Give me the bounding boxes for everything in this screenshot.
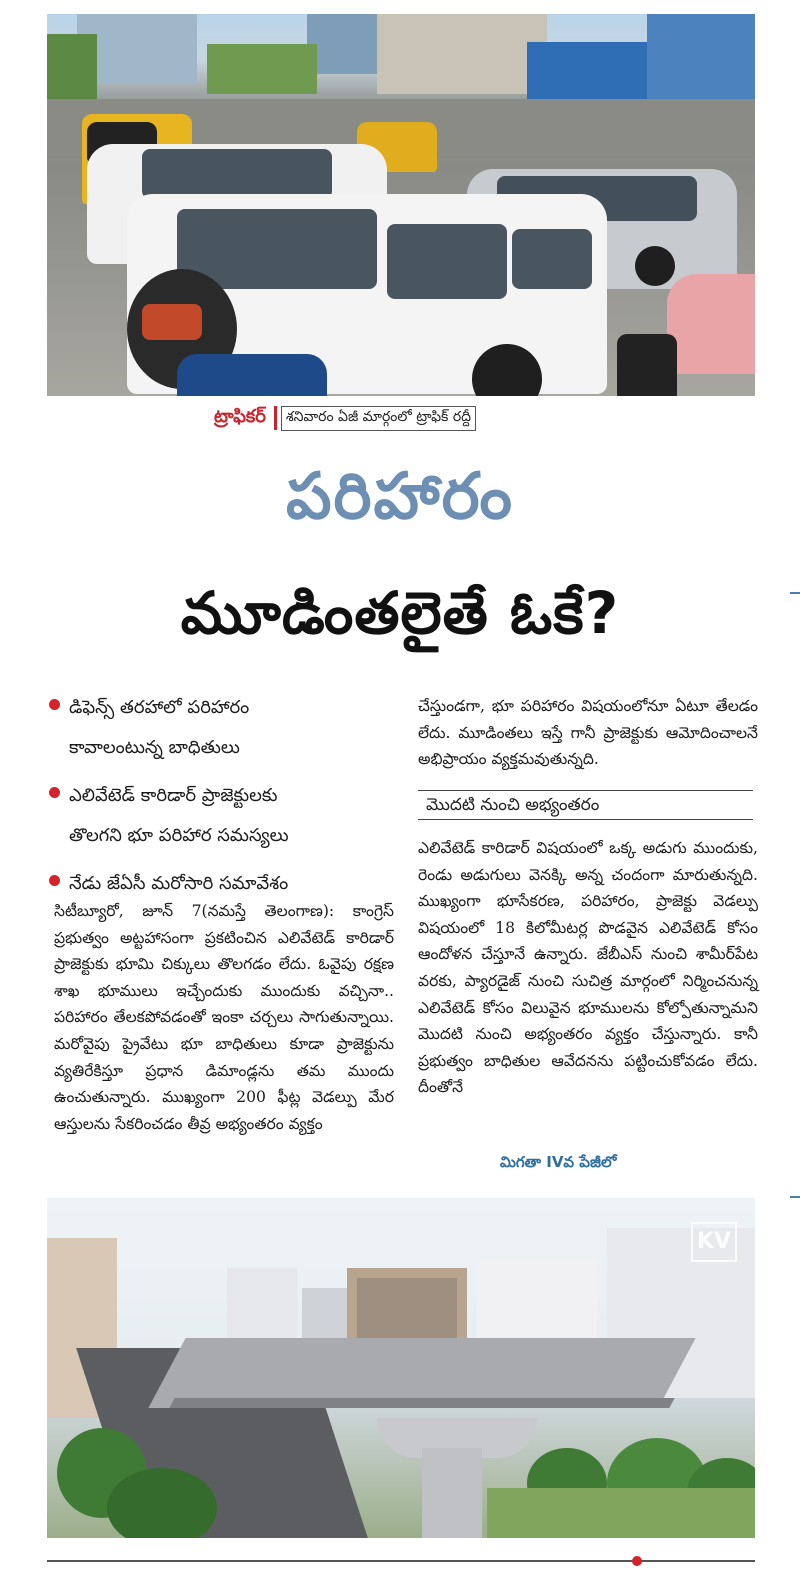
article-body-right-top: చేస్తుండగా, భూ పరిహారం విషయంలోనూ ఏటూ తేలడం లేదు. మూడింతలు ఇస్తే గానీ ప్రాజెక్టుకు ఆమోదించాలనే అభిప్రాయం వ్యక్తమవుతున్నది. [418, 697, 758, 769]
highlight-line: తొలగని భూ పరిహార సమస్యలు [69, 825, 289, 846]
highlight-line: నేడు జేఏసీ మరోసారి సమావేశం [69, 873, 289, 894]
highlight-line: డిఫెన్స్ తరహాలో పరిహారం [69, 697, 250, 718]
bullet-icon [49, 699, 60, 710]
highlight-item [47, 688, 402, 768]
photo-caption [210, 402, 476, 434]
highlight-item [47, 776, 402, 856]
caption-tag: ట్రాఫికర్ [210, 404, 270, 433]
builder-logo: KV [691, 1222, 737, 1262]
margin-rule [790, 1196, 800, 1198]
article-body-left: సిటీబ్యూరో, జూన్ 7(నమస్తే తెలంగాణ): కాంగ్రెస్ ప్రభుత్వం అట్టహాసంగా ప్రకటించిన ఎలివేటెడ్ కారిడార్ ప్రాజెక్టుకు భూమి చిక్కులు తొలగడం లేదు. ఓవైపు రక్షణ శాఖ భూములు ఇచ్చేందుకు ముందుకు వచ్చినా.. పరిహారం తేలకపోవడంతో ఇంకా చర్చలు సాగుతున్నాయి. మరోవైపు ప్రైవేటు భూ బాధితులు కూడా ప్రాజెక్టును వ్యతిరేకిస్తూ ప్రధాన డిమాండ్లను తమ ముందు ఉంచుతున్నారు. ముఖ్యంగా 200 ఫీట్ల వెడల్పు మేర ఆస్తులను సేకరించడం తీవ్ర అభ్యంతరం వ్యక్తం [54, 902, 394, 1133]
headline-main: మూడింతలైతే ఓకే? [180, 579, 620, 647]
highlight-line: ఎలివేటెడ్ కారిడార్ ప్రాజెక్టులకు [69, 785, 278, 806]
continued-on-page[interactable]: మిగతా IVవ పేజీలో [500, 1153, 617, 1171]
corridor-rendering [47, 1198, 755, 1538]
article-subhead: మొదటి నుంచి అభ్యంతరం [418, 790, 753, 820]
caption-divider [274, 406, 277, 430]
article-body-right-bottom: ఎలివేటెడ్ కారిడార్ విషయంలో ఒక్క అడుగు ముందుకు, రెండు అడుగులు వెనక్కి అన్న చందంగా మారుతున్నది. ముఖ్యంగా భూసేకరణ, పరిహారం, ప్రాజెక్టు వెడల్పు విషయంలో 18 కిలోమీటర్ల పొడవైన ఎలివేటెడ్ కోసం ఆందోళన చేస్తూనే ఉన్నారు. జేబీఎస్ నుంచి శామీర్‌పేట వరకు, ప్యారడైజ్ నుంచి సుచిత్ర మార్గంలో నిర్మించనున్న ఎలివేటెడ్ కోసం విలువైన భూములను కోల్పోతున్నామని మొదటి నుంచి అభ్యంతరం వ్యక్తం చేస్తున్నారు. కానీ ప్రభుత్వం బాధితుల ఆవేదనను పట్టించుకోవడం లేదు. దీంతోనే [418, 839, 758, 1097]
headline-kicker: పరిహారం [286, 460, 514, 534]
caption-text: శనివారం ఏజీ మార్గంలో ట్రాఫిక్ రద్దీ [281, 406, 476, 431]
bullet-icon [49, 787, 60, 798]
footer-dot-icon [632, 1556, 642, 1566]
bullet-icon [49, 875, 60, 886]
highlight-line: కావాలంటున్న బాధితులు [69, 737, 240, 758]
footer-rule [47, 1560, 755, 1562]
traffic-photo [47, 14, 755, 396]
highlights-list [47, 688, 402, 912]
